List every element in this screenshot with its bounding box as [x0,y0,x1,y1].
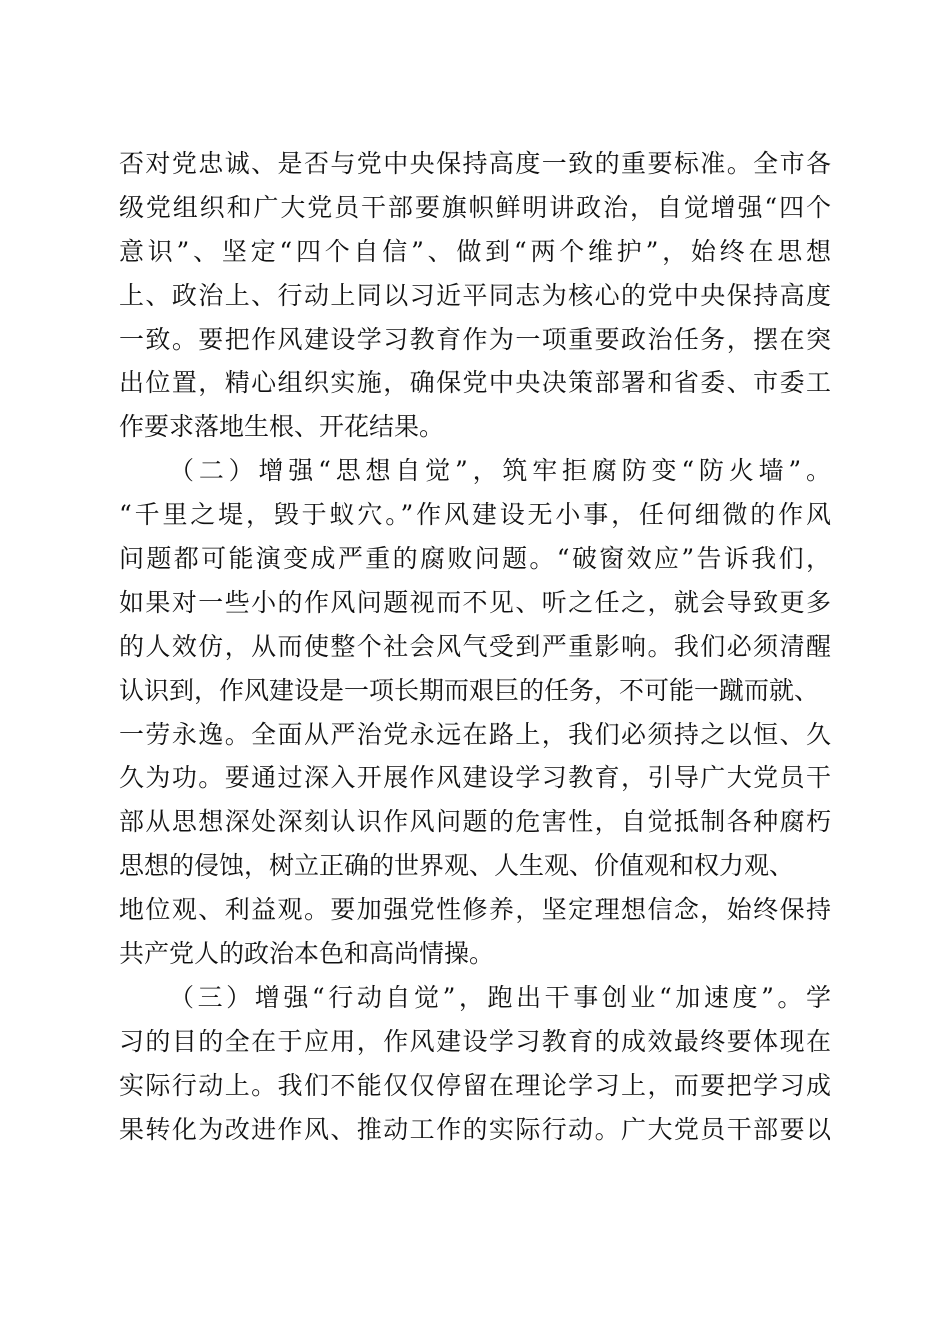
text-line: 如果对一些小的作风问题视而不见、听之任之，就会导致更多 [119,587,831,617]
section-heading-2: （二）增强“思想自觉”，筑牢拒腐防变“防火墙”。 [169,456,831,486]
text-line: 级党组织和广大党员干部要旗帜鲜明讲政治，自觉增强“四个 [119,192,831,222]
text-line: 果转化为改进作风、推动工作的实际行动。广大党员干部要以 [119,1114,831,1144]
text-line: 地位观、利益观。要加强党性修养，坚定理想信念，始终保持 [119,895,831,925]
text-line: 上、政治上、行动上同以习近平同志为核心的党中央保持高度 [119,280,831,310]
text-line: 共产党人的政治本色和高尚情操。 [119,939,495,969]
text-line: 一致。要把作风建设学习教育作为一项重要政治任务，摆在突 [119,324,831,354]
text-line: 否对党忠诚、是否与党中央保持高度一致的重要标准。全市各 [119,149,831,178]
text-line: 的人效仿，从而使整个社会风气受到严重影响。我们必须清醒 [119,631,831,661]
text-line: 认识到，作风建设是一项长期而艰巨的任务，不可能一蹴而就、 [119,675,820,705]
text-line: 问题都可能演变成严重的腐败问题。“破窗效应”告诉我们， [119,544,831,574]
text-line: 实际行动上。我们不能仅仅停留在理论学习上，而要把学习成 [119,1070,831,1100]
section-heading-3: （三）增强“行动自觉”，跑出干事创业“加速度”。学 [169,982,831,1012]
text-line: 习的目的全在于应用，作风建设学习教育的成效最终要体现在 [119,1026,831,1056]
document-body [119,142,831,1151]
text-line: 意识”、坚定“四个自信”、做到“两个维护”，始终在思想 [119,236,831,266]
text-line: 部从思想深处深刻认识作风问题的危害性，自觉抵制各种腐朽 [119,807,831,837]
text-line: 作要求落地生根、开花结果。 [119,412,445,442]
text-line: 思想的侵蚀，树立正确的世界观、人生观、价值观和权力观、 [119,851,795,881]
text-line: 久为功。要通过深入开展作风建设学习教育，引导广大党员干 [119,763,831,793]
text-line: 出位置，精心组织实施，确保党中央决策部署和省委、市委工 [119,368,831,398]
text-line: 一劳永逸。全面从严治党永远在路上，我们必须持之以恒、久 [119,719,831,749]
text-line: “千里之堤，毁于蚁穴。”作风建设无小事，任何细微的作风 [119,500,831,530]
